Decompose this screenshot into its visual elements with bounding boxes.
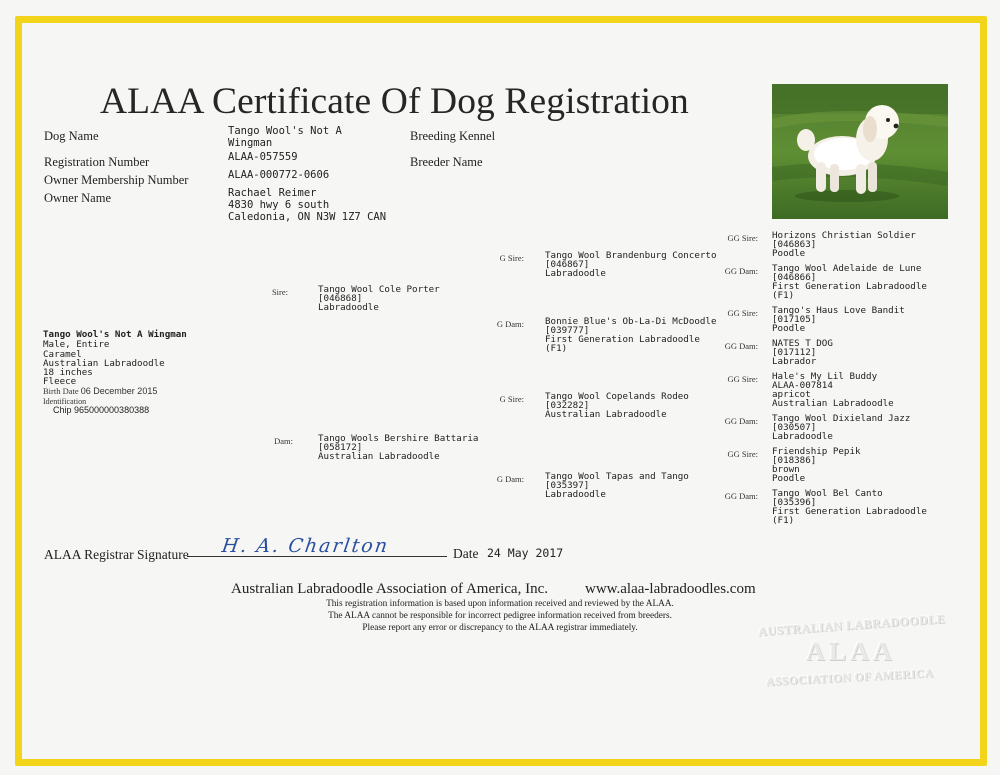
gg3-label: GG Sire: (727, 308, 758, 318)
gg7-color: brown (772, 464, 800, 475)
gg5-label: GG Sire: (727, 374, 758, 384)
gdam1-gen: (F1) (545, 343, 568, 354)
gdam1-reg: [039777] (545, 325, 590, 336)
birth-date-value: 06 December 2015 (80, 386, 158, 396)
dog-detail-sex: Male, Entire (43, 339, 110, 350)
sire-breed: Labradoodle (318, 302, 379, 313)
identification-label: Identification (43, 397, 87, 406)
gg1-label: GG Sire: (727, 233, 758, 243)
chip-number: Chip 965000000380388 (53, 405, 150, 415)
gsire1-label: G Sire: (499, 253, 524, 263)
dog-detail-color: Caramel (43, 349, 82, 360)
gsire2-breed: Australian Labradoodle (545, 409, 667, 420)
dog-detail-coat: Fleece (43, 376, 77, 387)
owner-name-value: Rachael Reimer (228, 187, 317, 199)
dog-name-value-line2: Wingman (228, 137, 273, 149)
gg1-breed: Poodle (772, 248, 806, 259)
dog-name-value-line1: Tango Wool's Not A (228, 125, 342, 137)
registrar-signature: H. A. Charlton (220, 535, 391, 557)
gsire1-breed: Labradoodle (545, 268, 606, 279)
gg5-name: Hale's My Lil Buddy (772, 371, 878, 382)
owner-address-line2: Caledonia, ON N3W 1Z7 CAN (228, 211, 387, 223)
gg8-reg: [035396] (772, 497, 817, 508)
sire-label: Sire: (271, 287, 288, 297)
gg6-name: Tango Wool Dixieland Jazz (772, 413, 911, 424)
dog-detail-name: Tango Wool's Not A Wingman (43, 329, 187, 340)
gg5-breed: Australian Labradoodle (772, 398, 894, 409)
gg4-name: NATES T DOG (772, 338, 833, 349)
registration-number-label: Registration Number (44, 155, 150, 169)
dog-detail-breed: Australian Labradoodle (43, 358, 165, 369)
gdam2-label: G Dam: (496, 474, 524, 484)
gg8-name: Tango Wool Bel Canto (772, 488, 883, 499)
gg6-breed: Labradoodle (772, 431, 833, 442)
gdam1-breed: First Generation Labradoodle (545, 334, 700, 345)
gdam1-label: G Dam: (496, 319, 524, 329)
seal-bottom-text: ASSOCIATION OF AMERICA (765, 667, 934, 689)
footer-org: Australian Labradoodle Association of America, Inc. (231, 581, 548, 597)
footer-note-3: Please report any error or discrepancy to the ALAA registrar immediately. (362, 623, 638, 633)
footer-url: www.alaa-labradoodles.com (585, 581, 756, 597)
seal-mid-text: ALAA (806, 637, 896, 666)
owner-membership-label: Owner Membership Number (44, 173, 189, 187)
gg8-gen: (F1) (772, 515, 795, 526)
gg6-label: GG Dam: (724, 416, 758, 426)
registration-number-value: ALAA-057559 (228, 151, 298, 163)
gg7-name: Friendship Pepik (772, 446, 861, 457)
gg2-name: Tango Wool Adelaide de Lune (772, 263, 922, 274)
gg4-reg: [017112] (772, 347, 817, 358)
gg1-reg: [046863] (772, 239, 817, 250)
seal-top-text: AUSTRALIAN LABRADOODLE (757, 611, 946, 639)
dam-label: Dam: (274, 436, 293, 446)
dam-breed: Australian Labradoodle (318, 451, 440, 462)
signature-label: ALAA Registrar Signature (44, 547, 189, 562)
gg4-breed: Labrador (772, 356, 817, 367)
dog-birth-date-row (43, 386, 157, 396)
dog-name-label: Dog Name (44, 129, 99, 143)
date-label: Date (453, 546, 479, 561)
owner-name-label: Owner Name (44, 191, 111, 205)
sire-reg: [046868] (318, 293, 363, 304)
gsire1-name: Tango Wool Brandenburg Concerto (545, 250, 717, 261)
dam-name: Tango Wools Bershire Battaria (318, 433, 479, 444)
gg5-color: apricot (772, 389, 811, 400)
gg8-breed: First Generation Labradoodle (772, 506, 927, 517)
gdam2-breed: Labradoodle (545, 489, 606, 500)
gsire2-reg: [032282] (545, 400, 590, 411)
dam-reg: [058172] (318, 442, 363, 453)
gg6-reg: [030507] (772, 422, 817, 433)
gg3-name: Tango's Haus Love Bandit (772, 305, 905, 316)
gdam1-name: Bonnie Blue's Ob-La-Di McDoodle (545, 316, 717, 327)
gg1-name: Horizons Christian Soldier (772, 230, 916, 241)
gg7-label: GG Sire: (727, 449, 758, 459)
dog-photo (772, 84, 948, 219)
owner-membership-value: ALAA-000772-0606 (228, 169, 330, 181)
birth-date-label: Birth Date (43, 386, 79, 396)
gg7-reg: [018386] (772, 455, 817, 466)
gdam2-name: Tango Wool Tapas and Tango (545, 471, 689, 482)
breeding-kennel-label: Breeding Kennel (410, 129, 496, 143)
gg7-breed: Poodle (772, 473, 806, 484)
certificate-title: ALAA Certificate Of Dog Registration (100, 81, 689, 122)
dog-detail-height: 18 inches (43, 367, 93, 378)
gg2-gen: (F1) (772, 290, 795, 301)
breeder-name-label: Breeder Name (410, 155, 483, 169)
gsire2-label: G Sire: (499, 394, 524, 404)
embossed-seal (752, 604, 946, 696)
gg4-label: GG Dam: (724, 341, 758, 351)
gsire2-name: Tango Wool Copelands Rodeo (545, 391, 689, 402)
gsire1-reg: [046867] (545, 259, 590, 270)
gg5-reg: ALAA-007814 (772, 380, 833, 391)
footer-note-2: The ALAA cannot be responsible for incorrect pedigree information received from breeders. (328, 611, 672, 621)
owner-address-line1: 4830 hwy 6 south (228, 199, 330, 211)
gg2-label: GG Dam: (724, 266, 758, 276)
gg2-breed: First Generation Labradoodle (772, 281, 927, 292)
gg8-label: GG Dam: (724, 491, 758, 501)
sire-name: Tango Wool Cole Porter (318, 284, 440, 295)
date-value: 24 May 2017 (487, 546, 564, 560)
gg2-reg: [046866] (772, 272, 817, 283)
gg3-reg: [017105] (772, 314, 817, 325)
gg3-breed: Poodle (772, 323, 806, 334)
footer-note-1: This registration information is based upon information received and reviewed by the ALAA. (326, 599, 674, 609)
gdam2-reg: [035397] (545, 480, 590, 491)
